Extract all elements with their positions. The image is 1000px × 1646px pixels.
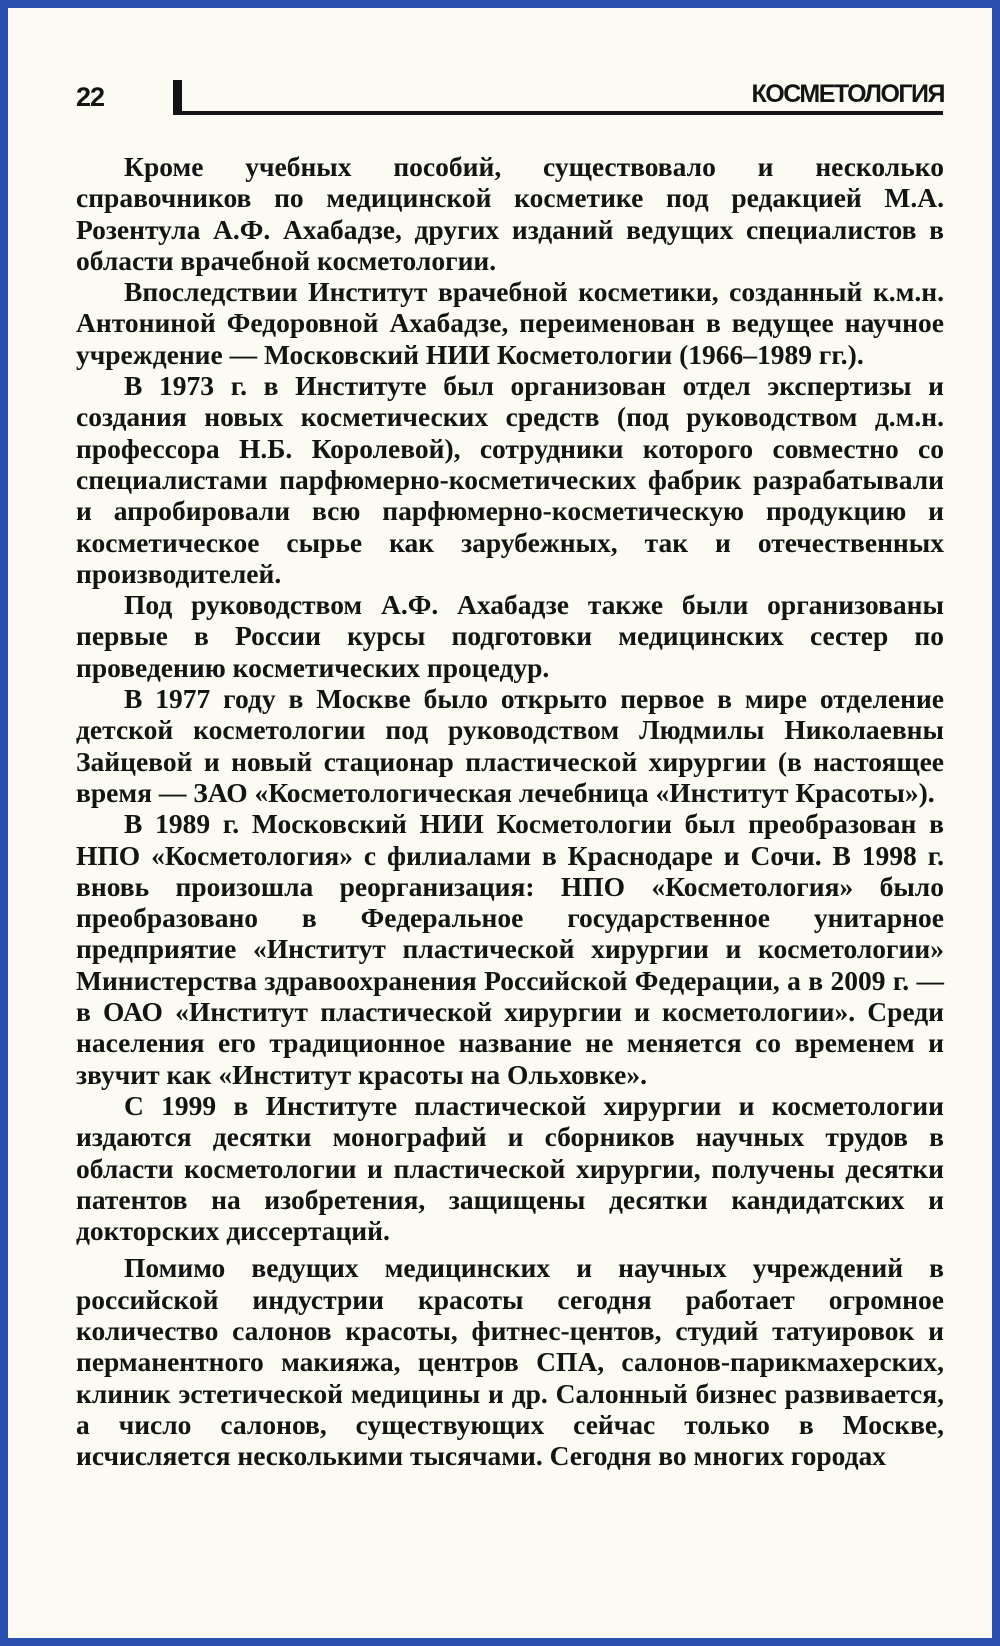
page-number: 22 xyxy=(76,82,105,112)
header-marker-bar xyxy=(173,80,182,112)
paragraph: С 1999 в Институте пластической хирургии и косметологии издаются десятки монографий и сборников научных трудов в области косметологии и пластической хирургии, получены десятки патентов на изобретения, защищены десятки кандидатских и докторских диссертаций. xyxy=(76,1089,944,1247)
paragraph: Под руководством А.Ф. Ахабадзе также были организованы первые в России курсы подготовки медицинских сестер по проведению косметических процедур. xyxy=(76,589,944,683)
paragraph: Помимо ведущих медицинских и научных учреждений в российской индустрии красоты сегодня работает огромное количество салонов красоты, фитнес-центов, студий татуировок и перманентного макияжа, центров СПА, салонов-парикмахерских, клиник эстетической медицины и др. Салонный бизнес развивается, а число салонов, существующих сейчас только в Москве, исчисляется несколькими тысячами. Сегодня во многих городах xyxy=(76,1252,944,1472)
paragraph: В 1977 году в Москве было открыто первое в мире отделение детской косметологии под руководством Людмилы Николаевны Зайцевой и новый стационар пластической хирургии (в настоящее время — ЗАО «Косметологическая лечебница «Институт Красоты»). xyxy=(76,683,944,808)
header-rule xyxy=(173,111,943,115)
book-page xyxy=(8,8,992,1638)
page-header xyxy=(8,8,992,128)
running-head: КОСМЕТОЛОГИЯ xyxy=(751,80,944,108)
paragraph: Кроме учебных пособий, существовало и несколько справочников по медицинской косметике под редакцией М.А. Розентула А.Ф. Ахабадзе, других изданий ведущих специалистов в области врачебной косметологии. xyxy=(76,151,944,276)
paragraph: В 1989 г. Московский НИИ Косметологии был преобразован в НПО «Косметология» с филиалами в Краснодаре и Сочи. В 1998 г. вновь произошла реорганизация: НПО «Косметология» было преобразовано в Федеральное государственное унитарное предприятие «Институт пластической хирургии и косметологии» Министерства здравоохранения Российской Федерации, а в 2009 г. — в ОАО «Институт пластической хирургии и косметологии». Среди населения его традиционное название не меняется со временем и звучит как «Институт красоты на Ольховке». xyxy=(76,808,944,1090)
paragraph: Впоследствии Институт врачебной косметики, созданный к.м.н. Антониной Федоровной Ахабадзе, переименован в ведущее научное учреждение — Московский НИИ Косметологии (1966–1989 гг.). xyxy=(76,276,944,370)
body-text xyxy=(76,151,944,1471)
paragraph: В 1973 г. в Институте был организован отдел экспертизы и создания новых косметических средств (под руководством д.м.н. профессора Н.Б. Королевой), сотрудники которого совместно со специалистами парфюмерно-косметических фабрик разрабатывали и апробировали всю парфюмерно-косметическую продукцию и косметическое сырье как зарубежных, так и отечественных производителей. xyxy=(76,370,944,589)
